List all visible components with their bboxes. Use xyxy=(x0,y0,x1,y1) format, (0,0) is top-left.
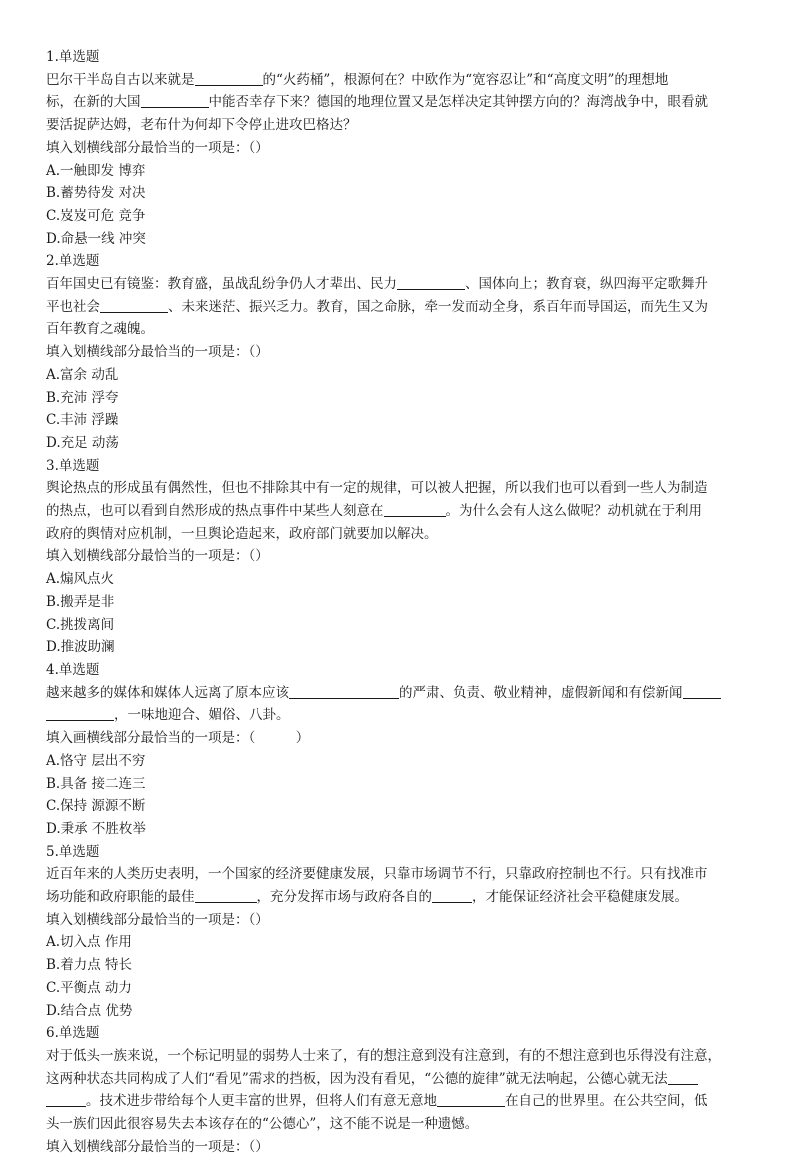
fill-blank xyxy=(195,71,263,86)
fill-blank xyxy=(683,684,721,699)
question-3 xyxy=(46,455,760,659)
stem-line: 巴尔干半岛自古以来就是 的“火药桶”，根源何在？中欧作为“宽容忍让”和“高度文明”的理想地 xyxy=(46,71,669,88)
fill-blank xyxy=(46,1092,86,1107)
option-c[interactable]: C.挑拨离间 xyxy=(46,616,115,633)
option-c[interactable]: C.平衡点 动力 xyxy=(46,979,132,996)
stem-line: 。技术进步带给每个人更丰富的世界，但将人们有意无意地 在自己的世界里。在公共空间，低 xyxy=(46,1090,760,1113)
question-header: 1.单选题 xyxy=(46,49,100,65)
stem-line: 平也社会 、未来迷茫、振兴乏力。教育，国之命脉，牵一发而动全身，系百年而导国运，而先生又为 xyxy=(46,298,708,315)
fill-blank xyxy=(46,706,114,721)
stem-line: ，一味地迎合、媚俗、八卦。 xyxy=(46,704,760,727)
option-a[interactable]: A.一触即发 博弈 xyxy=(46,162,146,179)
question-2 xyxy=(46,250,760,454)
fill-blank xyxy=(397,275,465,290)
stem-line: 头一族们因此很容易失去本该存在的“公德心”，这不能不说是一种遗憾。 xyxy=(46,1116,479,1133)
stem-line: 政府的舆情对应机制，一旦舆论造起来，政府部门就要加以解决。 xyxy=(46,525,438,542)
option-b[interactable]: B.具备 接二连三 xyxy=(46,775,146,792)
question-prompt: 填入划横线部分最恰当的一项是：（） xyxy=(46,344,269,361)
stem-line: 场功能和政府职能的最佳 ，充分发挥市场与政府各自的 ，才能保证经济社会平稳健康发展。 xyxy=(46,889,688,906)
option-a[interactable]: A.富余 动乱 xyxy=(46,366,119,383)
stem-line: 对于低头一族来说，一个标记明显的弱势人士来了，有的想注意到没有注意到，有的不想注意到也乐得没有注意， xyxy=(46,1047,721,1064)
option-d[interactable]: D.充足 动荡 xyxy=(46,434,119,451)
stem-line: 百年教育之魂魄。 xyxy=(46,321,154,338)
question-header: 3.单选题 xyxy=(46,457,100,474)
option-d[interactable]: D.秉承 不胜枚举 xyxy=(46,820,146,837)
option-a[interactable]: A.切入点 作用 xyxy=(46,934,132,951)
option-a[interactable]: A.煽风点火 xyxy=(46,571,115,588)
option-b[interactable]: B.蓄势待发 对决 xyxy=(46,185,146,202)
question-4 xyxy=(46,659,760,841)
question-1 xyxy=(46,46,760,250)
option-c[interactable]: C.岌岌可危 竞争 xyxy=(46,207,146,224)
fill-blank xyxy=(668,1070,698,1085)
option-d[interactable]: D.命悬一线 冲突 xyxy=(46,230,146,247)
fill-blank xyxy=(195,888,257,903)
option-a[interactable]: A.恪守 层出不穷 xyxy=(46,752,146,769)
stem-line: 这两种状态共同构成了人们“看见”需求的挡板，因为没有看见，“公德的旋律”就无法响起，公德心就无法 xyxy=(46,1068,760,1091)
fill-blank xyxy=(289,684,399,699)
fill-blank xyxy=(437,1092,505,1107)
option-d[interactable]: D.结合点 优势 xyxy=(46,1002,133,1019)
stem-line: 的热点，也可以看到自然形成的热点事件中某些人刻意在 。为什么会有人这么做呢？动机就在于利用 xyxy=(46,503,702,520)
option-c[interactable]: C.丰沛 浮躁 xyxy=(46,412,119,429)
stem-line: 百年国史已有镜鉴：教育盛，虽战乱纷争仍人才辈出、民力 、国体向上；教育衰，纵四海平定歌舞升 xyxy=(46,276,708,293)
stem-line: 越来越多的媒体和媒体人远离了原本应该 的严肃、负责、敬业精神，虚假新闻和有偿新闻 xyxy=(46,682,760,705)
question-prompt: 填入划横线部分最恰当的一项是：（） xyxy=(46,1138,269,1155)
option-c[interactable]: C.保持 源源不断 xyxy=(46,798,146,815)
option-b[interactable]: B.充沛 浮夸 xyxy=(46,389,119,406)
question-prompt: 填入划横线部分最恰当的一项是：（） xyxy=(46,548,269,565)
stem-line: 标，在新的大国 中能否幸存下来？德国的地理位置又是怎样决定其钟摆方向的？海湾战争中，眼看就 xyxy=(46,94,708,111)
option-b[interactable]: B.搬弄是非 xyxy=(46,593,115,610)
fill-blank xyxy=(141,93,209,108)
question-prompt: 填入划横线部分最恰当的一项是：（） xyxy=(46,139,269,156)
question-header: 4.单选题 xyxy=(46,661,100,678)
question-6 xyxy=(46,1022,760,1158)
question-5 xyxy=(46,841,760,1023)
fill-blank xyxy=(384,502,446,517)
fill-blank xyxy=(432,888,472,903)
stem-line: 要活捉萨达姆，老布什为何却下令停止进攻巴格达？ xyxy=(46,117,357,134)
fill-blank xyxy=(100,298,168,313)
question-prompt: 填入划横线部分最恰当的一项是：（） xyxy=(46,911,269,928)
option-b[interactable]: B.着力点 特长 xyxy=(46,957,133,974)
question-prompt: 填入画横线部分最恰当的一项是：（ ） xyxy=(46,730,310,747)
question-header: 6.单选题 xyxy=(46,1025,100,1042)
question-header: 5.单选题 xyxy=(46,843,100,860)
question-header: 2.单选题 xyxy=(46,253,100,270)
stem-line: 近百年来的人类历史表明，一个国家的经济要健康发展，只靠市场调节不行，只靠政府控制也不行。只有找准市 xyxy=(46,866,708,883)
option-d[interactable]: D.推波助澜 xyxy=(46,639,115,656)
stem-line: 舆论热点的形成虽有偶然性，但也不排除其中有一定的规律，可以被人把握，所以我们也可以看到一些人为制造 xyxy=(46,480,708,497)
